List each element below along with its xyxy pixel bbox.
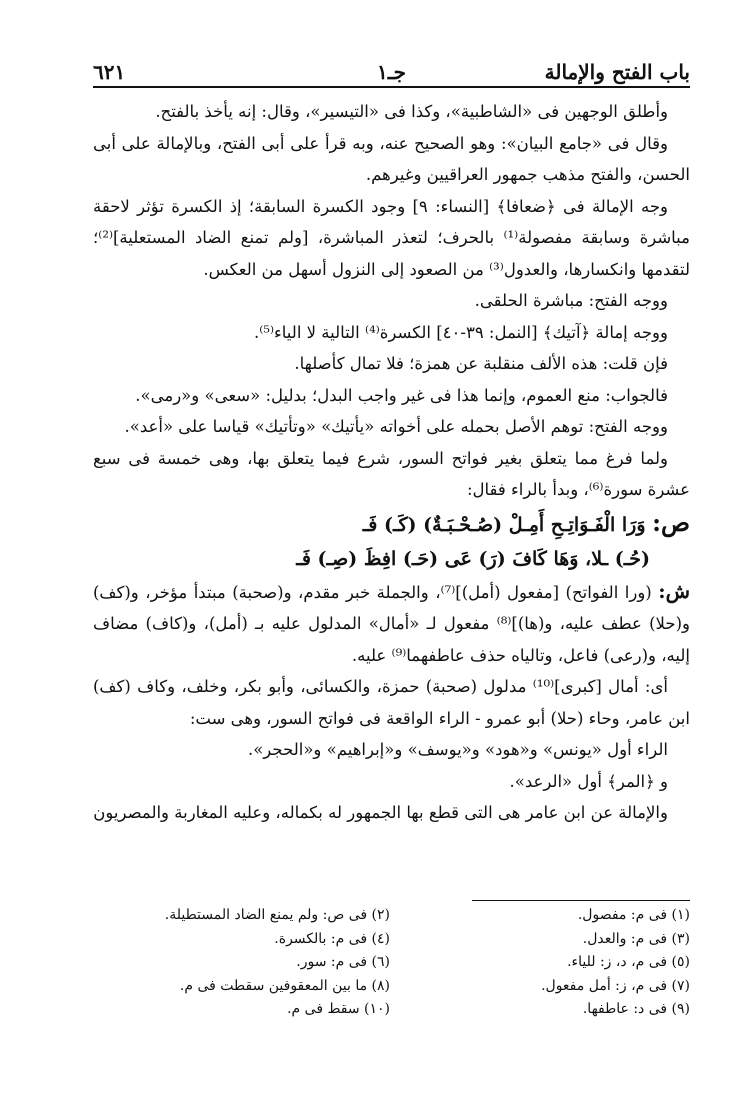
verse-line-1 [93,506,690,542]
footnote: (٨) ما بين المعقوفين سقطت فى م. [179,977,390,994]
footnote: (٦) فى م: سور. [296,954,390,970]
commentary-label: ش: [658,578,691,603]
footnote: (١٠) سقط فى م. [287,1001,390,1017]
verse-line-2 [93,542,690,576]
footnote-rule [472,900,690,901]
footnote: (٤) فى م: بالكسرة. [274,930,390,947]
paragraph: ووجه إمالة ﴿آتيك﴾ [النمل: ٣٩-٤٠] الكسرة⁽⁴⁾ التالية لا الياء⁽⁵⁾. [254,322,668,342]
chapter-title: باب الفتح والإمالة [544,60,690,84]
paragraph: والإمالة عن ابن عامر هى التى قطع بها الجمهور له بكماله، وعليه المغاربة والمصريون [93,803,668,822]
verse-label: ص: [652,507,690,537]
commentary-paragraph [93,576,690,672]
footnote-column-left [100,904,390,1022]
paragraph: و ﴿المر﴾ أول «الرعد». [509,771,668,791]
running-header [93,50,690,90]
verse-text: وَرَا الْفَـوَاتِـحِ أَمِـلْ (صُـحْـبَـةٌ) (كَـ) فَـ [362,513,646,536]
paragraph: فإن قلت: هذه الألف منقلبة عن همزة؛ فلا تمال كأصلها. [294,354,668,373]
paragraph: وجه الإمالة فى ﴿ضعافا﴾ [النساء: ٩] وجود الكسرة السابقة؛ إذ الكسرة تؤثر لاحقة مباشرة وسابقة مفصولة⁽¹⁾ بالحرف؛ لتعذر المباشرة، [ولم تمنع الضاد المستعلية]⁽²⁾؛ لتقدمها وانكسارها، والعدول⁽³⁾ من الصعود إلى النزول أسهل من العكس. [93,196,690,279]
footnote: (٥) فى م، د، ز: للياء. [567,954,690,970]
footnote: (٣) فى م: والعدل. [582,930,690,947]
paragraph: فالجواب: منع العموم، وإنما هذا فى غير واجب البدل؛ بدليل: «سعى» و«رمى». [135,385,668,405]
paragraph: ووجه الفتح: توهم الأصل بحمله على أخواته «يأتيك» «وتأتيك» قياسا على «أعد». [124,417,668,436]
paragraph: وأطلق الوجهين فى «الشاطبية»، وكذا فى «التيسير»، وقال: إنه يأخذ بالفتح. [155,102,668,121]
footnote: (٢) فى ص: ولم يمنع الضاد المستطيلة. [164,907,390,923]
paragraph: الراء أول «يونس» و«هود» و«يوسف» و«إبراهيم» و«الحجر». [247,740,668,759]
header-rule [93,86,690,88]
footnote: (٧) فى م، ز: أمل مفعول. [541,977,690,994]
footnote: (٩) فى د: عاطفها. [582,1001,690,1017]
main-text [93,96,690,829]
footnote-column-right [400,904,690,1022]
paragraph: ولما فرغ مما يتعلق بغير فواتح السور، شرع فيما يتعلق بها، وهى خمسة فى سبع عشرة سورة⁽⁶⁾، وبدأ بالراء فقال: [93,448,690,499]
volume-mark: جـ١ [377,60,406,84]
page-number: ٦٢١ [93,60,126,84]
footnote: (١) فى م: مفصول. [577,907,690,923]
paragraph: وقال فى «جامع البيان»: وهو الصحيح عنه، وبه قرأ على أبى الفتح، وبالإمالة على أبى الحسن، والفتح مذهب جمهور العراقيين وغيرهم. [93,133,690,184]
footnotes [93,904,690,1034]
verse-text: (حُـ) ـلا، وَهَا كَافَ (رَ) عَى (حَـ) افِظَ (صِـ) فَـ [296,547,650,570]
commentary-text: (ورا الفواتح) [مفعول (أمل)]⁽⁷⁾، والجملة خبر مقدم، و(صحبة) مبتدأ مؤخر، و(كف) و(حلا) عطف عليه، و(ها)]⁽⁸⁾ مفعول لـ «أمال» المدلول عليه بـ (أمل)، و(كاف) مضاف إليه، و(رعى) فاعل، وتالياه حذف عاطفهما⁽⁹⁾ عليه. [93,582,690,665]
paragraph: ووجه الفتح: مباشرة الحلقى. [474,291,668,310]
paragraph: أى: أمال [كبرى]⁽¹⁰⁾ مدلول (صحبة) حمزة، والكسائى، وأبو بكر، وخلف، وكاف (كف) ابن عامر، وحاء (حلا) أبو عمرو - الراء الواقعة فى فواتح السور، وهى ست: [93,677,690,728]
